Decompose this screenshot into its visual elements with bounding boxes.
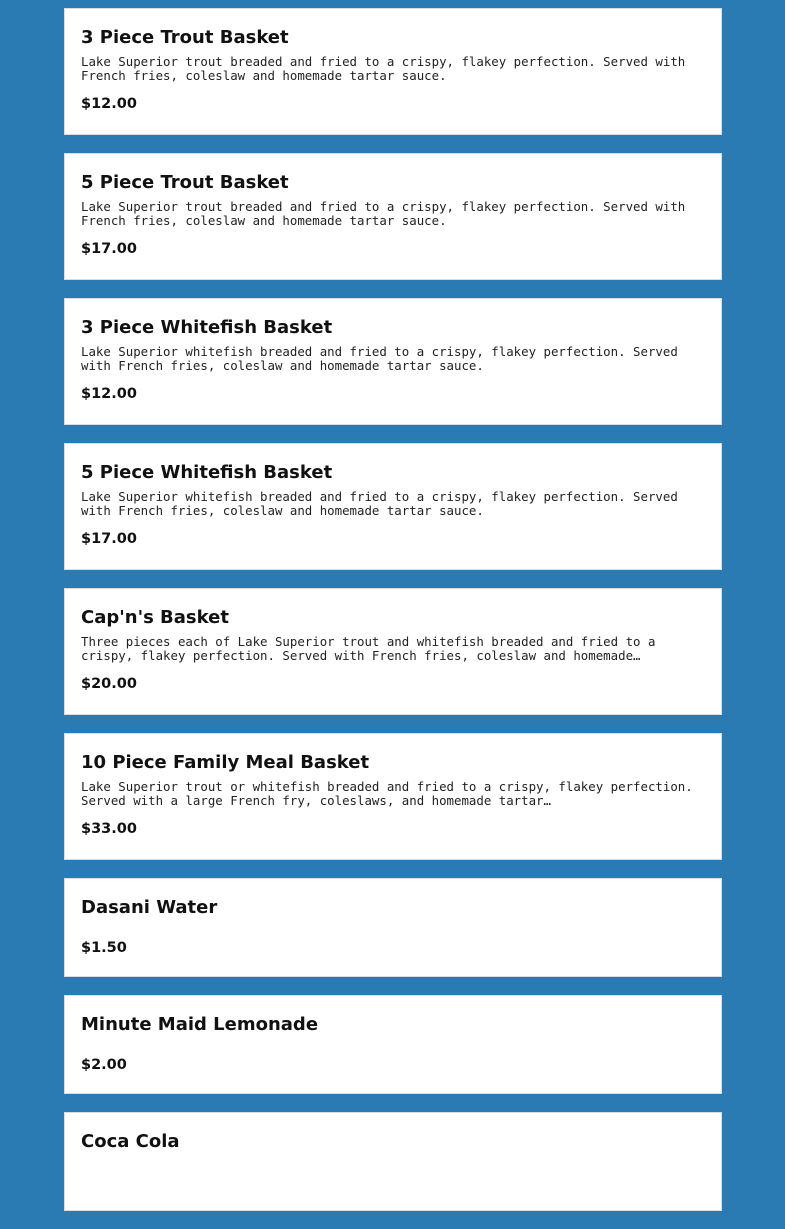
menu-item-coca-cola[interactable] — [64, 1112, 722, 1211]
menu-item-price: $17.00 — [81, 241, 137, 257]
menu-item-description: Lake Superior trout breaded and fried to a crispy, flakey perfection. Served with French fries, coleslaw and homemade tartar sauce. — [81, 200, 686, 228]
menu-item-price: $17.00 — [81, 531, 137, 547]
menu-item-description: Lake Superior trout or whitefish breaded and fried to a crispy, flakey perfection. Served with a large French fry, coleslaws, and homemade tartar… — [81, 780, 693, 808]
menu-item-description: Lake Superior whitefish breaded and fried to a crispy, flakey perfection. Served with French fries, coleslaw and homemade tartar sauce. — [81, 345, 678, 373]
menu-item-price: $1.50 — [81, 940, 127, 956]
menu-item-price: $12.00 — [81, 386, 137, 402]
menu-item-name: 5 Piece Trout Basket — [81, 172, 289, 193]
menu-item-minute-maid-lemonade[interactable] — [64, 995, 722, 1094]
menu-item-5-piece-trout-basket[interactable] — [64, 153, 722, 280]
menu-item-name: Coca Cola — [81, 1131, 180, 1152]
menu-item-name: 3 Piece Trout Basket — [81, 27, 289, 48]
menu-item-dasani-water[interactable] — [64, 878, 722, 977]
menu-item-name: Minute Maid Lemonade — [81, 1014, 319, 1035]
menu-item-10-piece-family-meal-basket[interactable] — [64, 733, 722, 860]
menu-item-3-piece-whitefish-basket[interactable] — [64, 298, 722, 425]
menu-item-name: Cap'n's Basket — [81, 607, 229, 628]
menu-item-capns-basket[interactable] — [64, 588, 722, 715]
menu-item-name: 3 Piece Whitefish Basket — [81, 317, 333, 338]
menu-item-price: $33.00 — [81, 821, 137, 837]
menu-item-name: Dasani Water — [81, 897, 218, 918]
menu-item-price: $2.00 — [81, 1057, 127, 1073]
menu-item-price: $20.00 — [81, 676, 137, 692]
menu-item-3-piece-trout-basket[interactable] — [64, 8, 722, 135]
menu-item-description: Lake Superior whitefish breaded and fried to a crispy, flakey perfection. Served with French fries, coleslaw and homemade tartar sauce. — [81, 490, 678, 518]
menu-list — [64, 0, 722, 1229]
menu-item-name: 5 Piece Whitefish Basket — [81, 462, 333, 483]
menu-item-5-piece-whitefish-basket[interactable] — [64, 443, 722, 570]
menu-item-description: Three pieces each of Lake Superior trout and whitefish breaded and fried to a crispy, flakey perfection. Served with French fries, coleslaw and homemade… — [81, 635, 656, 663]
menu-item-name: 10 Piece Family Meal Basket — [81, 752, 370, 773]
menu-item-price: $12.00 — [81, 96, 137, 112]
menu-item-description: Lake Superior trout breaded and fried to a crispy, flakey perfection. Served with French fries, coleslaw and homemade tartar sauce. — [81, 55, 686, 83]
